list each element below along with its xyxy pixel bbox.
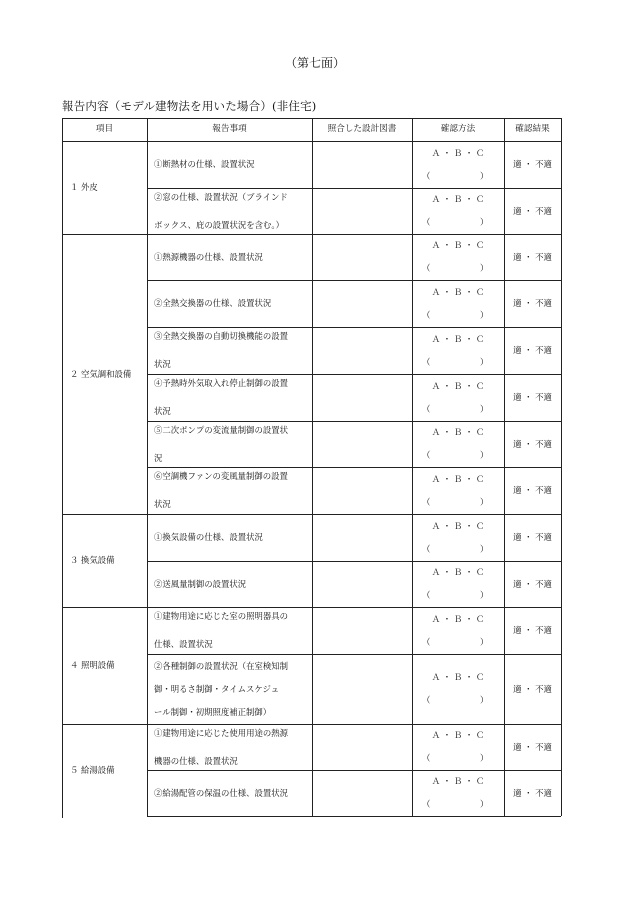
method-options[interactable]: Ａ ・ Ｂ ・ Ｃ bbox=[431, 147, 485, 158]
row-divider bbox=[147, 327, 561, 328]
method-options[interactable]: Ａ ・ Ｂ ・ Ｃ bbox=[431, 730, 485, 740]
report-item-text: ①熱源機器の仕様、設置状況 bbox=[154, 251, 263, 262]
header-item: 項目 bbox=[95, 124, 114, 134]
result-options[interactable]: 適 ・ 不適 bbox=[513, 251, 552, 262]
column-divider bbox=[312, 118, 313, 816]
method-paren-close: ） bbox=[480, 450, 489, 460]
row-divider bbox=[147, 561, 561, 562]
result-options[interactable]: 適 ・ 不適 bbox=[513, 298, 552, 308]
method-paren-open: （ bbox=[422, 356, 431, 367]
report-item-text: 状況 bbox=[154, 406, 171, 416]
report-item-text: ①断熱材の仕様、設置状況 bbox=[154, 159, 255, 169]
row-divider bbox=[147, 280, 561, 281]
method-paren-open: （ bbox=[422, 590, 431, 600]
report-item-text: ①建物用途に応じた室の照明器具の bbox=[154, 611, 288, 621]
result-options[interactable]: 適 ・ 不適 bbox=[513, 787, 552, 798]
method-options[interactable]: Ａ ・ Ｂ ・ Ｃ bbox=[431, 567, 485, 577]
method-paren-close: ） bbox=[480, 263, 489, 273]
method-options[interactable]: Ａ ・ Ｂ ・ Ｃ bbox=[431, 613, 485, 624]
method-options[interactable]: Ａ ・ Ｂ ・ Ｃ bbox=[431, 427, 485, 437]
report-item-text: ボックス、庇の設置状況を含む。） bbox=[154, 219, 284, 230]
report-item-text: ②窓の仕様、設置状況（ブラインド bbox=[154, 191, 288, 202]
method-paren-close: ） bbox=[480, 496, 489, 507]
result-options[interactable]: 適 ・ 不適 bbox=[513, 578, 552, 589]
column-divider bbox=[412, 118, 413, 816]
report-item-text: ⑥空調機ファンの変風量制御の設置 bbox=[154, 471, 288, 481]
result-options[interactable]: 適 ・ 不適 bbox=[513, 438, 552, 449]
column-divider bbox=[62, 118, 63, 818]
page-title: （第七面） bbox=[284, 56, 345, 70]
header-method: 確認方法 bbox=[440, 124, 476, 134]
method-options[interactable]: Ａ ・ Ｂ ・ Ｃ bbox=[431, 286, 485, 297]
report-item-text: ②各種制御の設置状況（在室検知制 bbox=[154, 660, 288, 671]
method-paren-open: （ bbox=[422, 217, 431, 227]
row-divider bbox=[147, 816, 561, 817]
method-paren-close: ） bbox=[480, 799, 489, 809]
section-name: ３ 換気設備 bbox=[70, 555, 115, 565]
method-paren-close: ） bbox=[480, 217, 489, 227]
method-options[interactable]: Ａ ・ Ｂ ・ Ｃ bbox=[431, 672, 485, 682]
method-paren-open: （ bbox=[422, 309, 431, 320]
report-item-text: 機器の仕様、設置状況 bbox=[154, 755, 238, 766]
method-options[interactable]: Ａ ・ Ｂ ・ Ｃ bbox=[431, 776, 485, 786]
row-divider bbox=[147, 421, 561, 422]
row-divider bbox=[147, 188, 561, 189]
report-item-text: ①換気設備の仕様、設置状況 bbox=[154, 532, 263, 542]
method-paren-close: ） bbox=[480, 403, 489, 414]
method-options[interactable]: Ａ ・ Ｂ ・ Ｃ bbox=[431, 473, 485, 484]
method-paren-close: ） bbox=[480, 636, 489, 647]
result-options[interactable]: 適 ・ 不適 bbox=[513, 485, 552, 495]
header-drawing: 照合した設計図書 bbox=[327, 124, 397, 134]
method-options[interactable]: Ａ ・ Ｂ ・ Ｃ bbox=[431, 194, 485, 204]
method-paren-open: （ bbox=[422, 403, 431, 414]
header-result: 確認結果 bbox=[515, 124, 550, 134]
section-name: ４ 照明設備 bbox=[70, 660, 115, 670]
report-item-text: ール制御・初期照度補正制御） bbox=[154, 706, 272, 717]
method-paren-close: ） bbox=[480, 753, 489, 763]
column-divider bbox=[147, 118, 148, 816]
section-name: ２ 空気調和設備 bbox=[70, 368, 132, 379]
header-report: 報告事項 bbox=[212, 124, 247, 134]
method-paren-open: （ bbox=[422, 263, 431, 273]
method-paren-open: （ bbox=[422, 695, 431, 705]
row-divider bbox=[147, 374, 561, 375]
report-item-text: ③全熱交換器の自動切換機能の設置 bbox=[154, 331, 288, 341]
report-item-text: ④予熱時外気取入れ停止制御の設置 bbox=[154, 378, 288, 388]
result-options[interactable]: 適 ・ 不適 bbox=[513, 532, 552, 542]
table-caption: 報告内容（モデル建物法を用いた場合）(非住宅) bbox=[62, 99, 317, 113]
row-divider bbox=[147, 770, 561, 771]
report-item-text: 況 bbox=[154, 452, 163, 463]
report-item-text: 仕様、設置状況 bbox=[154, 639, 213, 649]
method-options[interactable]: Ａ ・ Ｂ ・ Ｃ bbox=[431, 333, 485, 344]
method-paren-open: （ bbox=[422, 170, 431, 181]
method-paren-close: ） bbox=[480, 543, 489, 554]
column-divider bbox=[504, 118, 505, 816]
method-options[interactable]: Ａ ・ Ｂ ・ Ｃ bbox=[431, 380, 485, 391]
result-options[interactable]: 適 ・ 不適 bbox=[513, 159, 552, 169]
report-item-text: ②全熱交換器の仕様、設置状況 bbox=[154, 298, 272, 308]
report-item-text: 御・明るさ制御・タイムスケジュ bbox=[154, 683, 280, 694]
result-options[interactable]: 適 ・ 不適 bbox=[513, 625, 552, 635]
report-item-text: ②送風量制御の設置状況 bbox=[154, 578, 247, 589]
method-options[interactable]: Ａ ・ Ｂ ・ Ｃ bbox=[431, 240, 485, 250]
method-paren-close: ） bbox=[480, 590, 489, 600]
result-options[interactable]: 適 ・ 不適 bbox=[513, 683, 552, 694]
method-paren-close: ） bbox=[480, 170, 489, 181]
section-name: ５ 給湯設備 bbox=[70, 764, 115, 775]
method-paren-open: （ bbox=[422, 753, 431, 763]
result-options[interactable]: 適 ・ 不適 bbox=[513, 392, 552, 402]
column-divider bbox=[561, 118, 562, 816]
report-item-text: ①建物用途に応じた使用用途の熱源 bbox=[154, 727, 288, 738]
result-options[interactable]: 適 ・ 不適 bbox=[513, 205, 552, 216]
row-divider bbox=[147, 467, 561, 468]
result-options[interactable]: 適 ・ 不適 bbox=[513, 345, 552, 355]
report-item-text: 状況 bbox=[154, 499, 171, 509]
report-item-text: 状況 bbox=[154, 359, 171, 369]
method-paren-open: （ bbox=[422, 799, 431, 809]
report-item-text: ⑤二次ポンプの変流量制御の設置状 bbox=[154, 424, 288, 435]
method-options[interactable]: Ａ ・ Ｂ ・ Ｃ bbox=[431, 520, 485, 531]
method-paren-open: （ bbox=[422, 450, 431, 460]
report-item-text: ②給湯配管の保温の仕様、設置状況 bbox=[154, 787, 288, 798]
method-paren-open: （ bbox=[422, 543, 431, 554]
method-paren-close: ） bbox=[480, 695, 489, 705]
method-paren-open: （ bbox=[422, 496, 431, 507]
method-paren-open: （ bbox=[422, 636, 431, 647]
section-name: １ 外皮 bbox=[70, 182, 98, 192]
method-paren-close: ） bbox=[480, 356, 489, 367]
result-options[interactable]: 適 ・ 不適 bbox=[513, 741, 552, 752]
method-paren-close: ） bbox=[480, 309, 489, 320]
row-divider bbox=[147, 654, 561, 655]
